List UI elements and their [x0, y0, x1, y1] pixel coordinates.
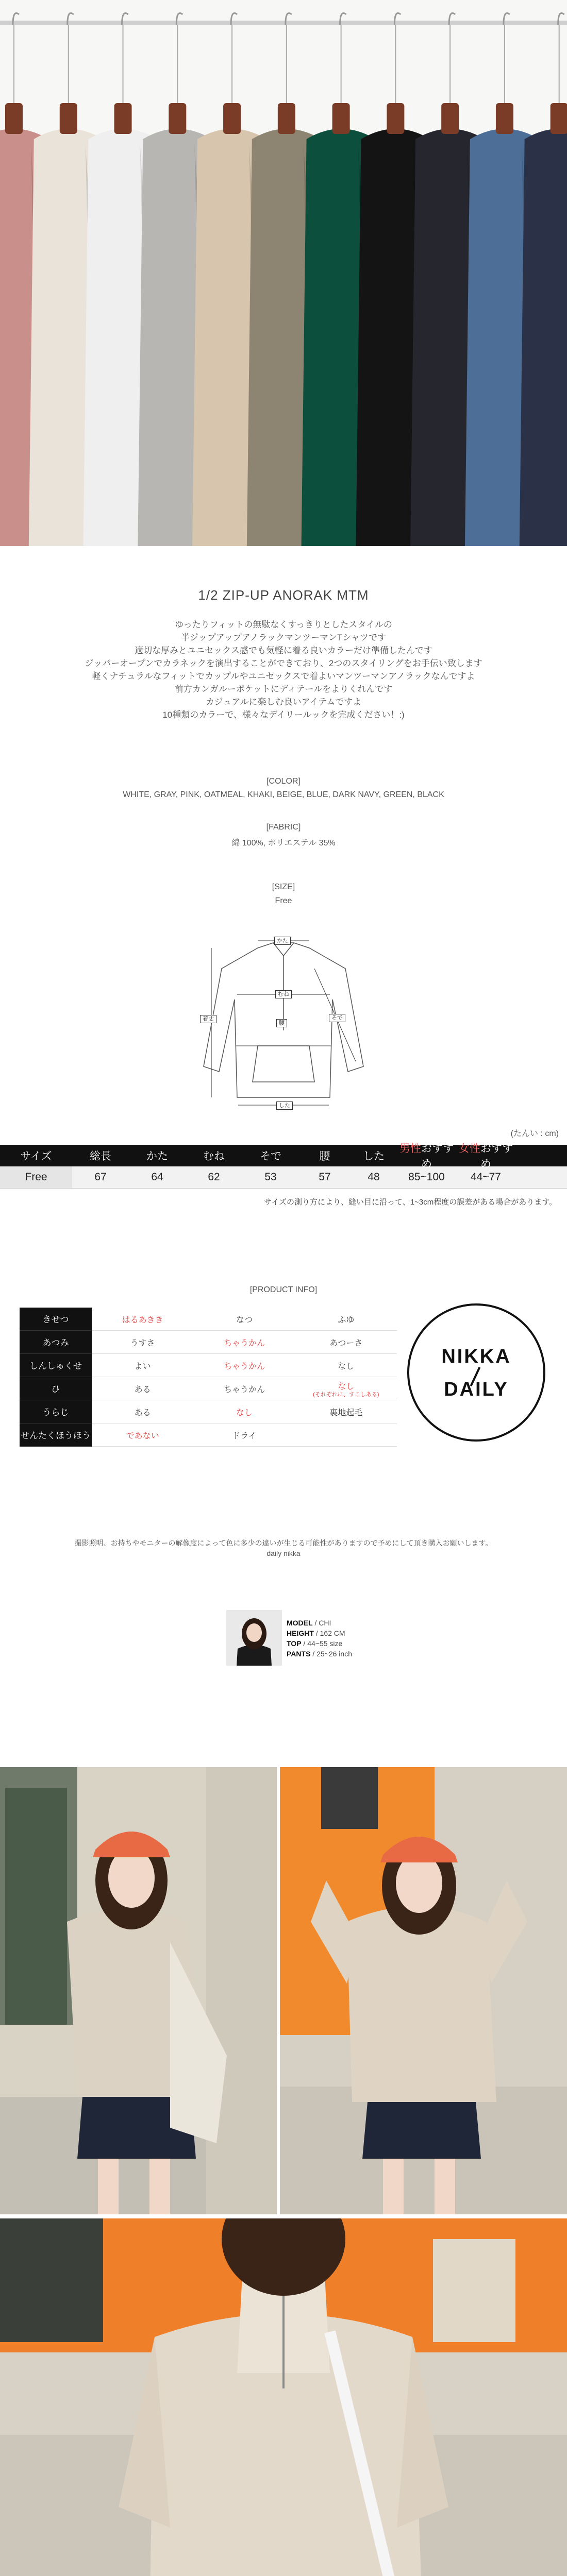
notice-brand: daily nikka: [266, 1549, 301, 1557]
info-row-stretch: [20, 1354, 397, 1377]
diagram-label-waist: 腰: [276, 1019, 287, 1027]
size-unit-note: (たんい : cm): [510, 1129, 559, 1138]
nikka-daily-logo: [407, 1303, 545, 1442]
col-header-shoulder: かた: [146, 1150, 168, 1162]
info-cell: あつーさ: [329, 1338, 363, 1348]
clothes-rail: [0, 21, 567, 25]
col-header-sleeve: そで: [260, 1150, 281, 1162]
size-value: Free: [275, 896, 292, 905]
info-cell: ちゃうかん: [223, 1338, 265, 1348]
model-thumbnail: [226, 1610, 282, 1666]
info-row-name: きせつ: [20, 1308, 92, 1331]
hanging-sweatshirt: [520, 13, 567, 547]
highlight-men: 男性: [399, 1143, 421, 1155]
info-cell: ふゆ: [338, 1315, 355, 1325]
description-line: 10種類のカラーで、様々なデイリールックを完成ください！:): [162, 710, 405, 720]
info-cell-subnote: (それぞれに、すこしある): [313, 1391, 379, 1398]
col-header-hem: した: [363, 1150, 385, 1162]
info-row-name: しんしゅくせ: [20, 1354, 92, 1377]
size-diagram: [191, 927, 376, 1118]
cell-hem: 48: [368, 1171, 380, 1183]
description-line: カジュアルに楽しむ良いアイテムですよ: [205, 697, 362, 707]
info-cell: なつ: [236, 1315, 253, 1325]
diagram-label-chest: むね: [275, 990, 292, 998]
model-line: PANTS / 25~26 inch: [287, 1650, 352, 1658]
product-description: [52, 618, 515, 721]
notice-line: 撮影照明、お持ちやモニターの解像度によって色に多少の違いが生じる可能性がありますので予めにして頂き購入お願いします。: [74, 1539, 493, 1547]
info-row-lining: [20, 1400, 397, 1423]
cell-sleeve: 53: [264, 1171, 277, 1183]
info-cell: ちゃうかん: [223, 1385, 265, 1394]
hero-photo-hanging-sweatshirts: [0, 0, 567, 546]
color-notice: [0, 1538, 567, 1558]
model-photo-left: [0, 1767, 277, 2214]
diagram-label-shoulder: かた: [274, 937, 291, 945]
highlight-women: 女性: [458, 1143, 480, 1155]
info-cell: ちゃうかん: [223, 1362, 265, 1371]
cell-women: 44~77: [471, 1171, 501, 1183]
cell-length: 67: [94, 1171, 107, 1183]
info-row-sheer: [20, 1377, 397, 1400]
col-header-size: サイズ: [20, 1150, 52, 1162]
model-photo-closeup: [0, 2218, 567, 2576]
color-value: WHITE, GRAY, PINK, OATMEAL, KHAKI, BEIGE, BLUE, DARK NAVY, GREEN, BLACK: [123, 790, 444, 799]
size-table-header: [0, 1143, 567, 1170]
header-men-rest: おすすめ: [421, 1143, 454, 1170]
info-row-season: [20, 1308, 397, 1331]
info-cell: であない: [126, 1431, 159, 1440]
size-measure-note: サイズの測り方により、縫い目に沿って、1~3cm程度の誤差がある場合があります。: [264, 1198, 557, 1207]
cell-size: Free: [0, 1166, 72, 1188]
model-line: TOP / 44~55 size: [287, 1639, 343, 1648]
diagram-label-hem: した: [276, 1101, 293, 1110]
diagram-label-length: 着丈: [200, 1015, 216, 1023]
model-line: MODEL / CHI: [287, 1619, 331, 1627]
info-row-name: せんたくほうほう: [20, 1423, 92, 1447]
info-cell: [295, 1380, 397, 1398]
description-line: ゆったりフィットの無駄なくすっきりとしたスタイルの: [174, 620, 393, 630]
description-line: 前方カンガルーポケットにディテールをよりくれんです: [174, 684, 393, 694]
cell-men: 85~100: [408, 1171, 445, 1183]
info-row-name: ひ: [20, 1377, 92, 1400]
info-row-washing: [20, 1423, 397, 1447]
info-row-thickness: [20, 1331, 397, 1354]
info-cell: 裏地起毛: [329, 1408, 363, 1417]
header-women-rest: おすすめ: [480, 1143, 513, 1170]
model-photo-right: [280, 1767, 567, 2214]
col-header-chest: むね: [203, 1150, 225, 1162]
col-header-waist: 腰: [319, 1150, 330, 1162]
col-header-length: 総長: [90, 1150, 111, 1162]
info-cell: うすさ: [130, 1338, 155, 1348]
size-label: [SIZE]: [272, 883, 295, 891]
logo-line-2: DAILY: [444, 1379, 509, 1400]
product-info-label: [PRODUCT INFO]: [249, 1285, 318, 1294]
model-info: [287, 1618, 352, 1659]
cell-shoulder: 64: [151, 1171, 163, 1183]
info-cell: ドライ: [232, 1431, 257, 1440]
fabric-label: [FABRIC]: [266, 823, 301, 832]
model-line: HEIGHT / 162 CM: [287, 1629, 345, 1637]
info-cell: なし: [236, 1408, 253, 1417]
info-cell: よい: [134, 1362, 151, 1371]
info-cell: ある: [134, 1385, 151, 1394]
description-line: 軽くナチュラルなフィットでカップルやユニセックスで着よいマンツーマンアノラックなんですよ: [92, 671, 475, 681]
description-line: 適切な厚みとユニセックス感でも気軽に着る良いカラーだけ準備したんです: [135, 646, 432, 655]
cell-waist: 57: [319, 1171, 331, 1183]
info-row-name: あつみ: [20, 1331, 92, 1354]
description-line: 半ジップアップアノラックマンツーマンTシャツです: [180, 633, 387, 642]
product-title: 1/2 ZIP-UP ANORAK MTM: [198, 587, 369, 603]
info-cell-text: なし: [338, 1382, 355, 1391]
info-cell: ある: [134, 1408, 151, 1417]
info-cell: はるあきき: [122, 1315, 163, 1325]
color-label: [COLOR]: [266, 777, 301, 786]
info-cell: なし: [338, 1362, 355, 1371]
logo-line-1: NIKKA: [441, 1346, 511, 1367]
info-row-name: うらじ: [20, 1400, 92, 1423]
col-header-men: [397, 1140, 456, 1171]
col-header-women: [456, 1140, 515, 1171]
description-line: ジッパーオープンでカラネックを演出することができており、2つのスタイリングをお手伝い致します: [85, 658, 482, 668]
cell-chest: 62: [208, 1171, 220, 1183]
size-table: [0, 1145, 567, 1189]
diagram-label-sleeve: そで: [329, 1014, 345, 1022]
fabric-value: 綿 100%, ポリエステル 35%: [231, 839, 336, 848]
product-info-table: [20, 1308, 397, 1447]
